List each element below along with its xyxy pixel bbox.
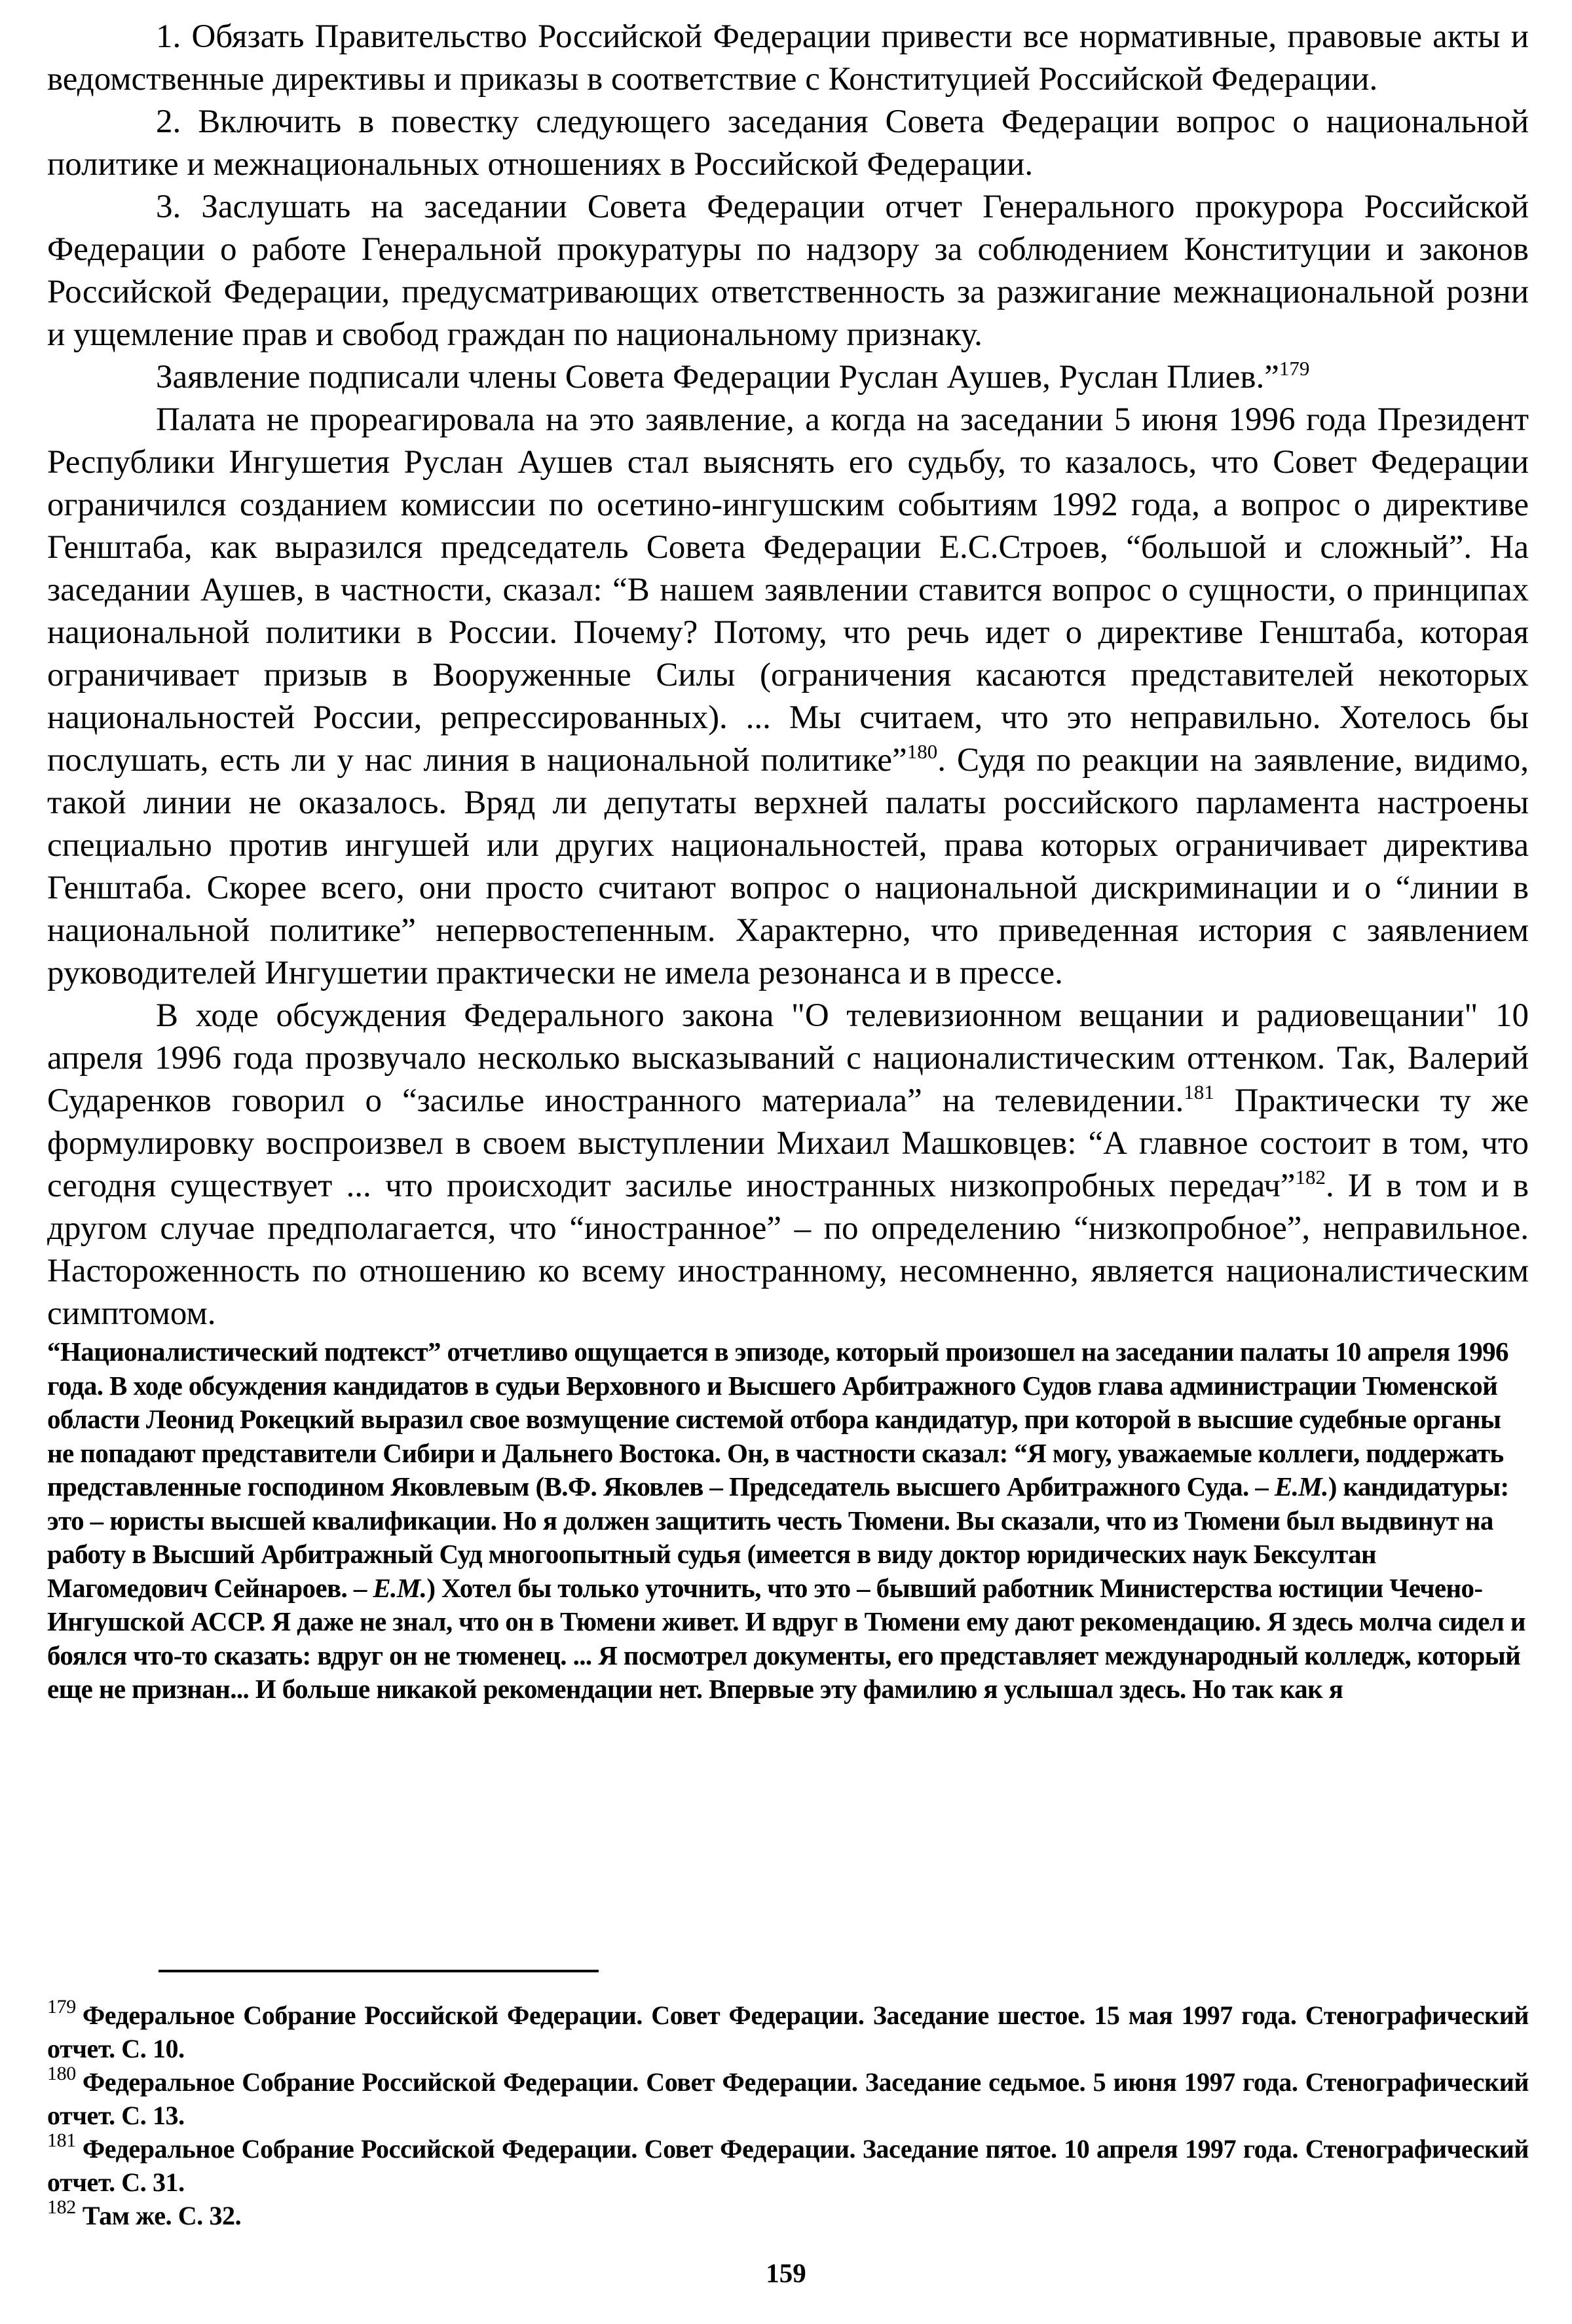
paragraph-text: 1. Обязать Правительство Российской Федерации привести все нормативные, правовые акты и ведомственные директивы и приказы в соответствие с Конституцией Российской Федерации. <box>47 18 1529 98</box>
paragraph-text: . Судя по реакции на заявление, видимо, такой линии не оказалось. Вряд ли депутаты верхней палаты российского парламента настроены специально против ингушей или других национальностей, права которых ограничивает директива Генштаба. Скорее всего, они просто считают вопрос о национальной дискриминации и о “линии в национальной политике” непервостепенным. Характерно, что приведенная история с заявлением руководителей Ингушетии практически не имела резонанса и в прессе. <box>47 742 1529 991</box>
paragraph-item-2 <box>47 101 1529 186</box>
paragraph-item-1 <box>47 16 1529 101</box>
footnote-number: 181 <box>47 2130 76 2151</box>
page-number: 159 <box>766 2258 806 2288</box>
small-text-part: “Националистический подтекст” отчетливо ощущается в эпизоде, который произошел на заседании палаты 10 апреля 1996 года. В ходе обсуждения кандидатов в судьи Верховного и Высшего Арбитражного Судов глава администрации Тюменской области Леонид Рокецкий выразил свое возмущение системой отбора кандидатур, при которой в высшие судебные органы не попадают представители Сибири и Дальнего Востока. Он, в частности сказал: “Я могу, уважаемые коллеги, поддержать представленные господином Яковлевым (В.Ф. Яковлев – Председатель высшего Арбитражного Суда. – <box>47 1337 1508 1502</box>
paragraph-text: Палата не прореагировала на это заявление, а когда на заседании 5 июня 1996 года Президент Республики Ингушетия Руслан Аушев стал выяснять его судьбу, то казалось, что Совет Федерации ограничился созданием комиссии по осетино-ингушским событиям 1992 года, а вопрос о директиве Генштаба, как выразился председатель Совета Федерации Е.С.Строев, “большой и сложный”. На заседании Аушев, в частности, сказал: “В нашем заявлении ставится вопрос о сущности, о принципах национальной политики в России. Почему? Потому, что речь идет о директиве Генштаба, которая ограничивает призыв в Вооруженные Силы (ограничения касаются представителей некоторых национальностей России, репрессированных). ... Мы считаем, что это неправильно. Хотелось бы послушать, есть ли у нас линия в национальной политике” <box>47 401 1529 779</box>
footnote-separator <box>159 1970 599 1972</box>
footnote-ref-179: 179 <box>1279 357 1310 380</box>
paragraph-text: В ходе обсуждения Федерального закона "О телевизионном вещании и радиовещании" 10 апреля 1996 года прозвучало несколько высказываний с националистическим оттенком. Так, Валерий Сударенков говорил о “засилье иностранного материала” на телевидении. <box>47 997 1529 1119</box>
footnote-text: Федеральное Собрание Российской Федерации. Совет Федерации. Заседание пятое. 10 апреля 1997 года. Стенографический отчет. С. 31. <box>47 2134 1529 2197</box>
footnote-text: Там же. С. 32. <box>82 2201 242 2230</box>
footnote-number: 179 <box>47 1996 76 2018</box>
paragraph-text: Практически ту же формулировку воспроизвел в своем выступлении Михаил Машковцев: “А главное состоит в том, что сегодня существует ... что происходит засилье иностранных низкопробных передач” <box>47 1082 1529 1204</box>
paragraph-text: Заявление подписали члены Совета Федерации Руслан Аушев, Руслан Плиев.” <box>156 359 1279 396</box>
footnote-text: Федеральное Собрание Российской Федерации. Совет Федерации. Заседание седьмое. 5 июня 1997 года. Стенографический отчет. С. 13. <box>47 2067 1529 2130</box>
paragraph-signatories <box>47 356 1529 399</box>
paragraph-broadcasting-law <box>47 995 1529 1335</box>
paragraph-text: 3. Заслушать на заседании Совета Федерации отчет Генерального прокурора Российской Федерации о работе Генеральной прокуратуры по надзору за соблюдением Конституции и законов Российской Федерации, предусматривающих ответственность за разжигание межнациональной розни и ущемление прав и свобод граждан по национальному признаку. <box>47 189 1529 353</box>
paragraph-text: 2. Включить в повестку следующего заседания Совета Федерации вопрос о национальной политике и межнациональных отношениях в Российской Федерации. <box>47 103 1529 183</box>
footnote-text: Федеральное Собрание Российской Федерации. Совет Федерации. Заседание шестое. 15 мая 1997 года. Стенографический отчет. С. 10. <box>47 2001 1529 2063</box>
footnote-ref-180: 180 <box>907 740 938 763</box>
footnote-item <box>47 1996 1529 2065</box>
footnote-number: 182 <box>47 2196 76 2218</box>
paragraph-item-3 <box>47 186 1529 356</box>
paragraph-text: . И в том и в другом случае предполагается, что “иностранное” – по определению “низкопробное”, неправильное. Настороженность по отношению ко всему иностранному, несомненно, является националистическим симптомом. <box>47 1168 1529 1332</box>
footnote-item <box>47 2196 1529 2232</box>
footnote-item <box>47 2065 1529 2132</box>
footnote-number: 180 <box>47 2063 76 2084</box>
footnote-ref-182: 182 <box>1295 1166 1326 1189</box>
footnotes <box>47 1996 1529 2232</box>
author-initials: Е.М. <box>1274 1471 1328 1502</box>
small-print-paragraph <box>47 1335 1529 1706</box>
small-text-part: ) кандидатуры: это – юристы высшей квалификации. Но я должен защитить честь Тюмени. Вы сказали, что из Тюмени был выдвинут на работу в Высший Арбитражный Суд многоопытный судья (имеется в виду доктор юридических наук Бексултан Магомедович Сейнароев. – <box>47 1471 1509 1603</box>
small-text-part: ) Хотел бы только уточнить, что это – бывший работник Министерства юстиции Чечено-Ингушской АССР. Я даже не знал, что он в Тюмени живет. И вдруг в Тюмени ему дают рекомендацию. Я здесь молча сидел и боялся что-то сказать: вдруг он не тюменец. ... Я посмотрел документы, его представляет международный колледж, который еще не признан... И больше никакой рекомендации нет. Впервые эту фамилию я услышал здесь. Но так как я <box>47 1572 1525 1704</box>
author-initials: Е.М. <box>373 1572 427 1603</box>
footnote-item <box>47 2132 1529 2199</box>
main-text <box>47 16 1529 1335</box>
footnote-ref-181: 181 <box>1184 1080 1214 1103</box>
paragraph-chamber-reaction <box>47 399 1529 995</box>
